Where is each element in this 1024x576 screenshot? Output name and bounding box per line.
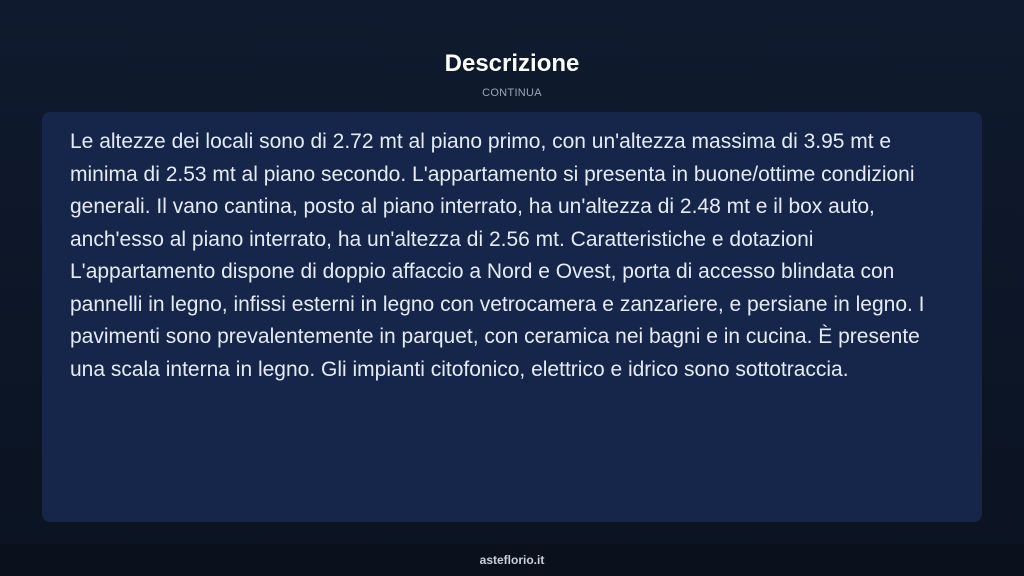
continue-label: CONTINUA bbox=[482, 87, 542, 99]
page-title: Descrizione bbox=[444, 50, 580, 77]
footer-site-label: asteflorio.it bbox=[479, 553, 545, 567]
description-card bbox=[42, 112, 982, 522]
header bbox=[0, 48, 1024, 100]
description-text: Le altezze dei locali sono di 2.72 mt al piano primo, con un'altezza massima di 3.95 mt e minima di 2.53 mt al piano secondo. L'appartamento si presenta in buone/ottime condizioni generali. Il vano cantina, posto al piano interrato, ha un'altezza di 2.48 mt e il box auto, anch'esso al piano interrato, ha un'altezza di 2.56 mt. Caratteristiche e dotazioni L'appartamento dispone di doppio affaccio a Nord e Ovest, porta di accesso blindata con pannelli in legno, infissi esterni in legno con vetrocamera e zanzariere, e persiane in legno. I pavimenti sono prevalentemente in parquet, con ceramica nei bagni e in cucina. È presente una scala interna in legno. Gli impianti citofonico, elettrico e idrico sono sottotraccia. bbox=[70, 130, 925, 381]
footer bbox=[0, 544, 1024, 576]
